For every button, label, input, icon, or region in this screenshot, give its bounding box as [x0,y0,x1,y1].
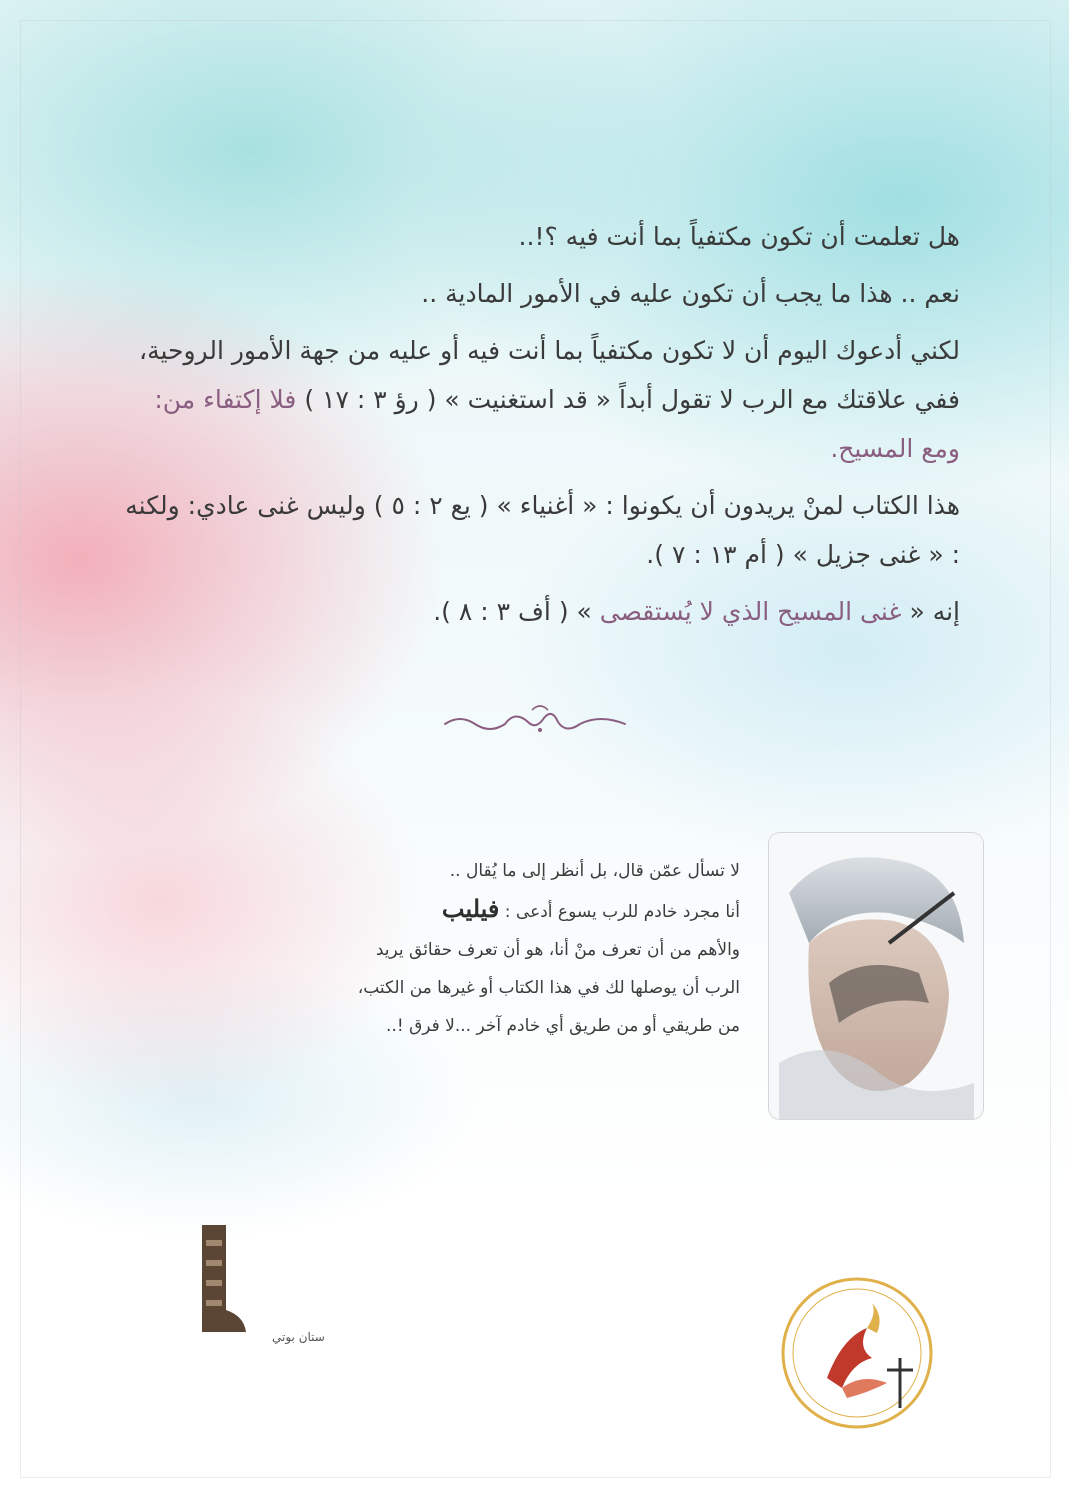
boot-logo-icon [192,1220,252,1340]
boot-caption: ستان بوتي [272,1330,325,1344]
author-line-1: لا تسأل عمّن قال، بل أنظر إلى ما يُقال .. [449,861,740,881]
highlighted-phrase: غنى المسيح الذي لا يُستقصى [599,597,902,626]
author-line-3: والأهم من أن تعرف منْ أنا، هو أن تعرف حقائق يريد [375,940,740,960]
author-note [180,852,740,1045]
paragraph-1: هل تعلمت أن تكون مكتفياً بما أنت فيه ؟!.. [518,222,960,251]
author-line-4: الرب أن يوصلها لك في هذا الكتاب أو غيرها من الكتب، [357,978,740,998]
author-line-2: أنا مجرد خادم للرب يسوع أدعى : فيليب [441,894,740,923]
paragraph-4: هذا الكتاب لمنْ يريدون أن يكونوا : « أغنياء » ( يع ٢ : ٥ ) وليس غنى عادي: ولكنه : « غنى جزيل » ( أم ١٣ : ٧ ). [125,491,960,569]
author-name: فيليب [441,894,500,923]
paragraph-2: نعم .. هذا ما يجب أن تكون عليه في الأمور المادية .. [421,279,960,308]
author-portrait-icon [769,833,983,1119]
publisher-logo-icon [772,1268,942,1438]
author-line-5: من طريقي أو من طريق أي خادم آخر ...لا فرق !.. [386,1016,740,1036]
highlighted-phrase: فلا إكتفاء من: ومع المسيح. [154,385,960,463]
author-photo [768,832,984,1120]
main-text-block [110,212,960,644]
paragraph-5: إنه « غنى المسيح الذي لا يُستقصى » ( أف ٣ : ٨ ). [433,597,960,626]
paragraph-3: لكني أدعوك اليوم أن لا تكون مكتفياً بما أنت فيه أو عليه من جهة الأمور الروحية، ففي علاقتك مع الرب لا تقول أبداً « قد استغنيت » ( رؤ ٣ : ١٧ ) فلا إكتفاء من: ومع المسيح. [139,336,960,463]
calligraphy-ornament [440,700,630,740]
